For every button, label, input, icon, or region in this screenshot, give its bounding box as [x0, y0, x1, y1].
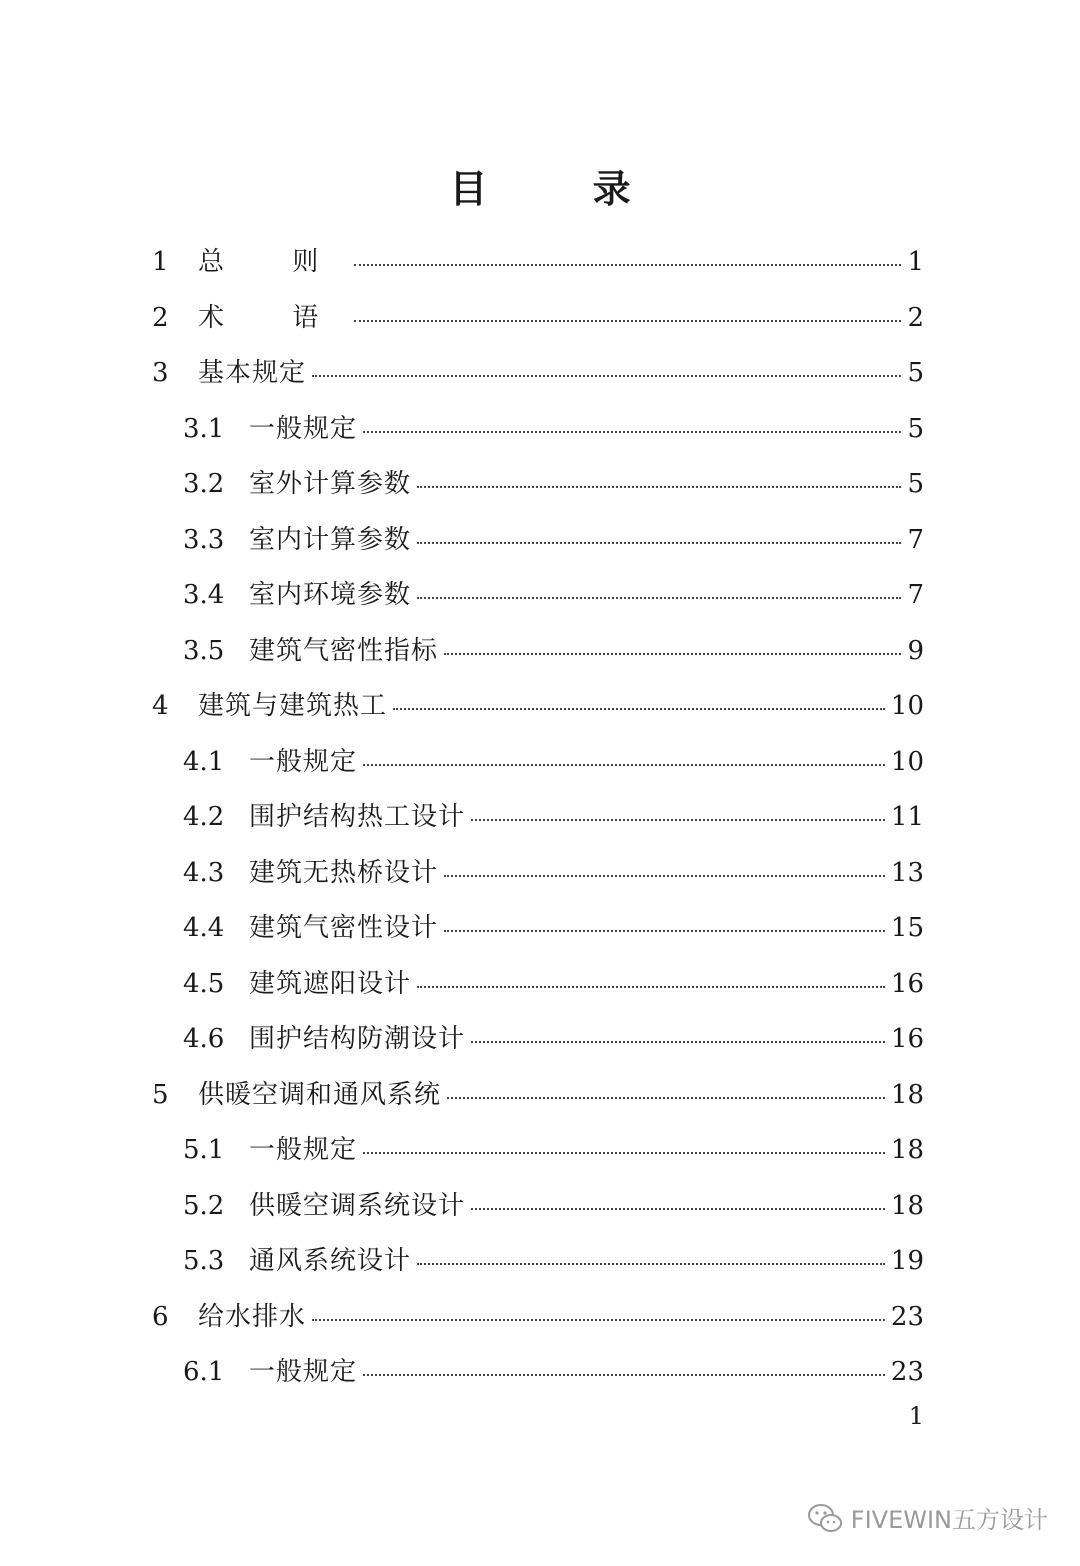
toc-entry[interactable]: [183, 845, 924, 901]
toc-entry-label: 建筑无热桥设计: [249, 857, 439, 888]
dot-leader: [354, 319, 901, 322]
wechat-icon: [807, 1503, 843, 1533]
dot-leader: [363, 763, 885, 766]
toc-entry-label: 一般规定: [249, 746, 358, 777]
toc-entry-number: 6.1: [183, 1357, 225, 1387]
toc-entry-number: 3.5: [183, 635, 225, 666]
toc-entry-number: 4.3: [183, 857, 225, 888]
toc-entry-label: 围护结构热工设计: [249, 802, 466, 832]
toc-entry-label: 供暖空调系统设计: [249, 1190, 466, 1221]
toc-entry-page: 10: [890, 691, 924, 721]
toc-entry-number: 4.1: [183, 746, 225, 777]
toc-entry-page: 7: [907, 524, 924, 555]
toc-entry-label: 通风系统设计: [249, 1246, 412, 1276]
toc-entry-page: 18: [890, 1079, 924, 1110]
toc-entry[interactable]: [152, 234, 924, 290]
toc-entry[interactable]: [183, 1122, 924, 1178]
toc-entry-page: 9: [907, 635, 924, 666]
toc-entry[interactable]: [183, 512, 924, 568]
toc-entry-label: 室外计算参数: [249, 469, 412, 499]
dot-leader: [444, 929, 885, 932]
toc-entry-number: 4.6: [183, 1024, 225, 1054]
toc-entry-page: 18: [890, 1135, 924, 1165]
toc-entry-page: 13: [890, 857, 924, 888]
toc-entry-page: 18: [890, 1190, 924, 1221]
toc-entry-page: 23: [890, 1301, 924, 1332]
toc-entry-page: 5: [907, 469, 924, 499]
toc-entry-page: 5: [907, 413, 924, 444]
page-number: 1: [908, 1402, 924, 1430]
dot-leader: [363, 430, 901, 433]
dot-leader: [417, 596, 901, 599]
toc-entry-label: 一般规定: [249, 413, 358, 444]
toc-entry-number: 5.2: [183, 1190, 225, 1221]
toc-entry-label: 室内环境参数: [249, 580, 412, 610]
toc-entry[interactable]: [183, 956, 924, 1012]
toc-entry-number: 4.4: [183, 913, 225, 943]
toc-entry-number: 6: [152, 1301, 169, 1332]
toc-entry[interactable]: [183, 900, 924, 956]
toc-entry-number: 5.3: [183, 1246, 225, 1276]
toc-entry-label: 给水排水: [198, 1301, 307, 1332]
toc-entry-number: 3.2: [183, 469, 225, 499]
toc-entry[interactable]: [183, 456, 924, 512]
toc-entry-label: 围护结构防潮设计: [249, 1024, 466, 1054]
toc-entry-page: 11: [890, 802, 924, 832]
toc-entry[interactable]: [183, 734, 924, 790]
toc-entry-label: 术 语: [198, 302, 349, 333]
dot-leader: [417, 485, 901, 488]
dot-leader: [471, 1207, 885, 1210]
toc-entry-label: 一般规定: [249, 1135, 358, 1165]
toc-entry-page: 5: [907, 358, 924, 388]
dot-leader: [312, 1318, 885, 1321]
dot-leader: [444, 652, 901, 655]
toc-entry-number: 3.1: [183, 413, 225, 444]
toc-entry-number: 5: [152, 1079, 169, 1110]
toc-entry-number: 3.4: [183, 580, 225, 610]
toc-entry-page: 23: [890, 1357, 924, 1387]
watermark: [807, 1500, 1048, 1535]
toc-entry-label: 基本规定: [198, 358, 307, 388]
dot-leader: [417, 985, 885, 988]
toc-entry-number: 3: [152, 358, 169, 388]
dot-leader: [363, 1151, 885, 1154]
toc-entry[interactable]: [152, 345, 924, 401]
toc-entry-page: 15: [890, 913, 924, 943]
toc-entry[interactable]: [183, 1011, 924, 1067]
toc-entry-label: 总 则: [198, 247, 349, 277]
toc-entry-number: 2: [152, 302, 169, 333]
toc-entry-label: 供暖空调和通风系统: [198, 1079, 442, 1110]
toc-entry[interactable]: [152, 1289, 924, 1345]
toc-entry-page: 19: [890, 1246, 924, 1276]
toc-entry-number: 4.2: [183, 802, 225, 832]
toc-entry[interactable]: [183, 789, 924, 845]
toc-entry-label: 建筑气密性指标: [249, 635, 439, 666]
toc-entry[interactable]: [152, 290, 924, 346]
toc-entry-page: 1: [907, 247, 924, 277]
toc-entry-label: 建筑与建筑热工: [198, 691, 388, 721]
toc-entry-number: 4.5: [183, 968, 225, 999]
dot-leader: [417, 541, 901, 544]
toc-title: 目 录: [449, 167, 677, 211]
dot-leader: [354, 263, 901, 266]
toc-entry-label: 建筑遮阳设计: [249, 968, 412, 999]
toc-entry-number: 3.3: [183, 524, 225, 555]
toc-entry[interactable]: [183, 623, 924, 679]
toc-entry[interactable]: [183, 401, 924, 457]
dot-leader: [447, 1096, 885, 1099]
toc-entry-number: 1: [152, 247, 169, 277]
toc-entry[interactable]: [183, 567, 924, 623]
toc-entry-label: 建筑气密性设计: [249, 913, 439, 943]
toc-entry-page: 10: [890, 746, 924, 777]
dot-leader: [393, 707, 885, 710]
toc-entry-label: 一般规定: [249, 1357, 358, 1387]
toc-entry[interactable]: [183, 1233, 924, 1289]
toc-entry[interactable]: [152, 678, 924, 734]
dot-leader: [417, 1262, 885, 1265]
toc-entry-label: 室内计算参数: [249, 524, 412, 555]
toc-entry-number: 4: [152, 691, 169, 721]
toc-entry-page: 16: [890, 968, 924, 999]
toc-entry[interactable]: [183, 1344, 924, 1400]
toc-entry-page: 7: [907, 580, 924, 610]
dot-leader: [312, 374, 901, 377]
toc-entry[interactable]: [183, 1178, 924, 1234]
watermark-text: FIVEWIN五方设计: [850, 1506, 1048, 1534]
toc-entry[interactable]: [152, 1067, 924, 1123]
dot-leader: [363, 1373, 885, 1376]
dot-leader: [471, 1040, 885, 1043]
dot-leader: [471, 818, 885, 821]
toc-entry-page: 2: [907, 302, 924, 333]
dot-leader: [444, 874, 885, 877]
toc-entry-page: 16: [890, 1024, 924, 1054]
toc-entry-number: 5.1: [183, 1135, 225, 1165]
